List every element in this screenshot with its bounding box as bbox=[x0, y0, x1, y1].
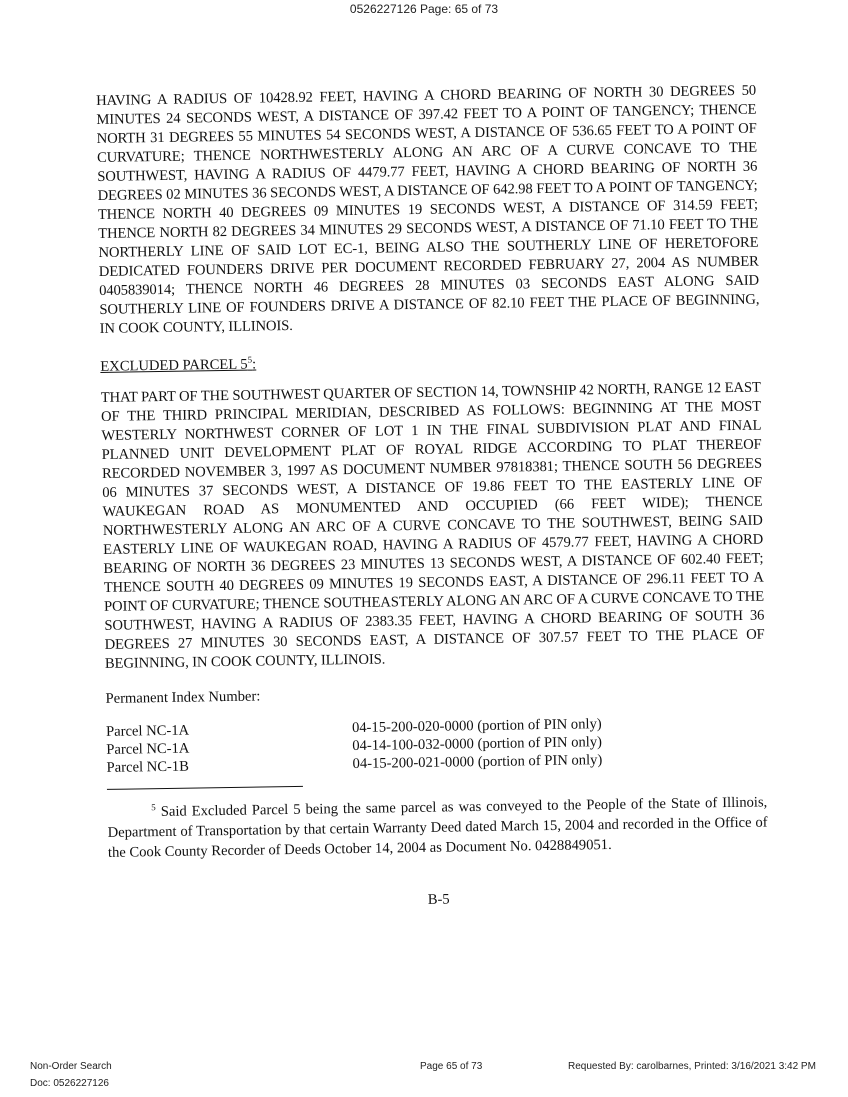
pin-parcel-name: Parcel NC-1B bbox=[106, 758, 190, 776]
footer-page-count: Page 65 of 73 bbox=[420, 1061, 483, 1072]
document-page-header: 0526227126 Page: 65 of 73 bbox=[349, 2, 499, 16]
excluded-parcel-description: THAT PART OF THE SOUTHWEST QUARTER OF SECTION 14, TOWNSHIP 42 NORTH, RANGE 12 EAST OF THE THIRD PRINCIPAL MERIDIAN, DESCRIBED AS FOLLOWS: BEGINNING AT THE MOST WESTERLY NORTHWEST CORNER OF LOT 1 IN THE FINAL SUBDIVISION PLAT AND FINAL PLANNED UNIT DEVELOPMENT PLAT OF ROYAL RIDGE ACCORDING TO PLAT THEREOF RECORDED NOVEMBER 3, 1997 AS DOCUMENT NUMBER 97818381; THENCE SOUTH 56 DEGREES 06 MINUTES 37 SECONDS WEST, A DISTANCE OF 19.86 FEET TO THE EASTERLY LINE OF WAUKEGAN ROAD AS MONUMENTED AND OCCUPIED (66 FEET WIDE); THENCE NORTHWESTERLY ALONG AN ARC OF A CURVE CONCAVE TO THE SOUTHWEST, BEING SAID EASTERLY LINE OF WAUKEGAN ROAD, HAVING A RADIUS OF 4579.77 FEET, HAVING A CHORD BEARING OF NORTH 36 DEGREES 23 MINUTES 13 SECONDS WEST, A DISTANCE OF 602.40 FEET; THENCE SOUTH 40 DEGREES 09 MINUTES 19 SECONDS EAST, A DISTANCE OF 296.11 FEET TO A POINT OF CURVATURE; THENCE SOUTHEASTERLY ALONG AN ARC OF A CURVE CONCAVE TO THE SOUTHWEST, HAVING A RADIUS OF 2383.35 FEET, HAVING A CHORD BEARING OF SOUTH 36 DEGREES 27 MINUTES 30 SECONDS EAST, A DISTANCE OF 307.57 FEET TO THE PLACE OF BEGINNING, IN COOK COUNTY, ILLINOIS. bbox=[100, 379, 765, 672]
footer-doc-number: Doc: 0526227126 bbox=[30, 1078, 109, 1089]
footnote-text: Said Excluded Parcel 5 being the same parcel as was conveyed to the People of the State of Illinois, Department of Transportation by that certain Warranty Deed dated March 15, 2004 and recorded in the Office of the Cook County Recorder of Deeds October 14, 2004 as Document No. 0428849051. bbox=[107, 794, 768, 861]
footer-requested-by: Requested By: carolbarnes, Printed: 3/16/2021 3:42 PM bbox=[568, 1061, 816, 1072]
document-body bbox=[96, 82, 769, 914]
pin-number: 04-14-100-032-0000 (portion of PIN only) bbox=[352, 733, 603, 754]
legal-description-paragraph: HAVING A RADIUS OF 10428.92 FEET, HAVING A CHORD BEARING OF NORTH 30 DEGREES 50 MINUTES 24 SECONDS WEST, A DISTANCE OF 397.42 FEET TO A POINT OF TANGENCY; THENCE NORTH 31 DEGREES 55 MINUTES 54 SECONDS WEST, A DISTANCE OF 536.65 FEET TO A POINT OF CURVATURE; THENCE NORTHWESTERLY ALONG AN ARC OF A CURVE CONCAVE TO THE SOUTHWEST, HAVING A RADIUS OF 4479.77 FEET, HAVING A CHORD BEARING OF NORTH 36 DEGREES 02 MINUTES 36 SECONDS WEST, A DISTANCE OF 642.98 FEET TO A POINT OF TANGENCY; THENCE NORTH 40 DEGREES 09 MINUTES 19 SECONDS WEST, A DISTANCE OF 314.59 FEET; THENCE NORTH 82 DEGREES 34 MINUTES 29 SECONDS WEST, A DISTANCE OF 71.10 FEET TO THE NORTHERLY LINE OF SAID LOT EC-1, BEING ALSO THE SOUTHERLY LINE OF HERETOFORE DEDICATED FOUNDERS DRIVE PER DOCUMENT RECORDED FEBRUARY 27, 2004 AS NUMBER 0405839014; THENCE NORTH 46 DEGREES 28 MINUTES 03 SECONDS EAST ALONG SAID SOUTHERLY LINE OF FOUNDERS DRIVE A DISTANCE OF 82.10 FEET THE PLACE OF BEGINNING, IN COOK COUNTY, ILLINOIS. bbox=[96, 82, 760, 337]
pin-list bbox=[106, 712, 767, 776]
excluded-parcel-heading bbox=[100, 343, 760, 377]
pin-parcel-name: Parcel NC-1A bbox=[106, 740, 190, 758]
excluded-parcel-heading-text: EXCLUDED PARCEL 5 bbox=[100, 356, 248, 375]
permanent-index-number-label: Permanent Index Number: bbox=[105, 688, 261, 707]
exhibit-page-number: B-5 bbox=[427, 891, 450, 908]
pin-number: 04-15-200-020-0000 (portion of PIN only) bbox=[351, 715, 602, 736]
footnote-divider bbox=[107, 786, 303, 790]
footnote-number: 5 bbox=[151, 802, 156, 813]
pin-parcel-name: Parcel NC-1A bbox=[105, 722, 190, 740]
heading-colon: : bbox=[251, 356, 257, 373]
footnote bbox=[107, 787, 768, 862]
footer-search-type: Non-Order Search bbox=[30, 1061, 112, 1072]
footnote-reference: 5 bbox=[247, 354, 253, 365]
pin-number: 04-15-200-021-0000 (portion of PIN only) bbox=[352, 751, 603, 772]
